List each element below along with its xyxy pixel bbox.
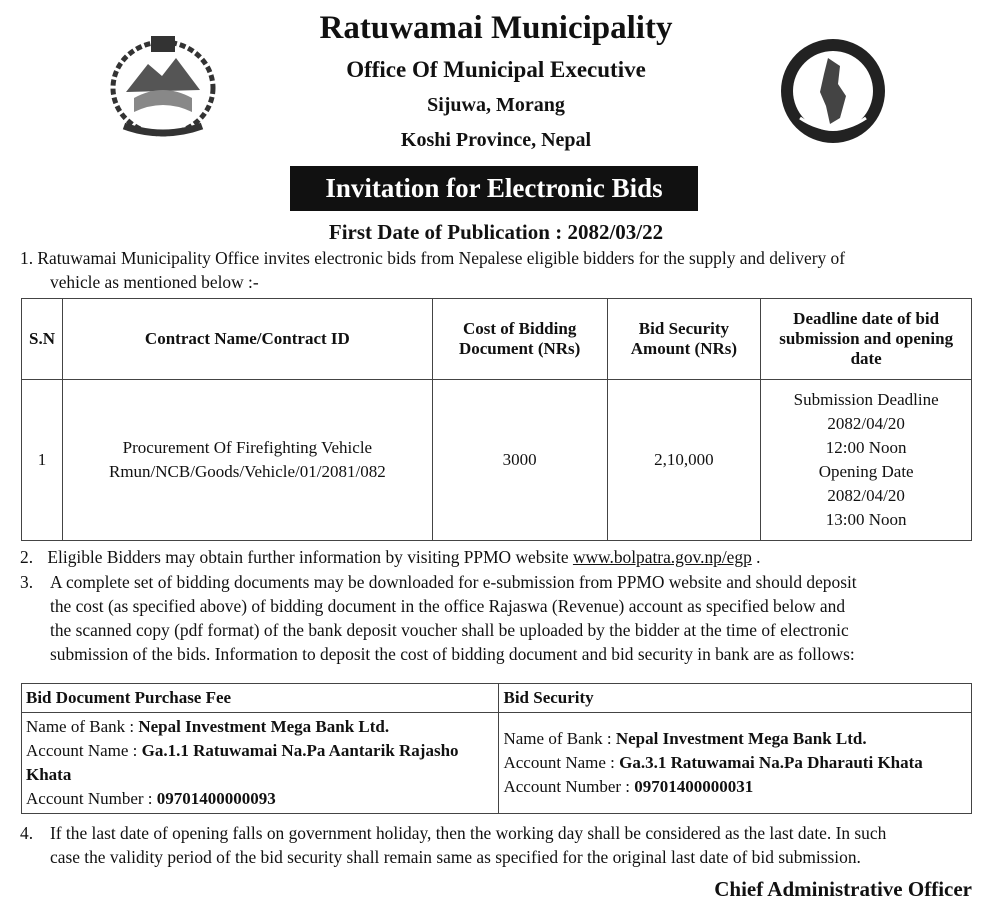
bank-table-row bbox=[22, 713, 972, 814]
account-number: 09701400000093 bbox=[156, 789, 276, 808]
nepal-coat-of-arms-icon bbox=[104, 32, 222, 140]
municipality-title: Ratuwamai Municipality bbox=[319, 10, 673, 46]
paragraph-3-line-3: the scanned copy (pdf format) of the bank deposit voucher shall be uploaded by the bidder at the time of electronic bbox=[50, 620, 849, 640]
bank-cell-purchase-fee bbox=[22, 713, 499, 814]
paragraph-2-number: 2. bbox=[20, 547, 34, 567]
cell-sn: 1 bbox=[22, 380, 63, 541]
paragraph-2-text: Eligible Bidders may obtain further information by visiting PPMO website bbox=[47, 547, 573, 567]
paragraph-1-line-1: 1. Ratuwamai Municipality Office invites electronic bids from Nepalese eligible bidders for the supply and delivery of bbox=[20, 248, 846, 268]
paragraph-3-number: 3. bbox=[20, 572, 34, 592]
header-security: Bid Security Amount (NRs) bbox=[607, 299, 761, 380]
bank-header-purchase-fee: Bid Document Purchase Fee bbox=[22, 684, 499, 713]
header-contract: Contract Name/Contract ID bbox=[62, 299, 432, 380]
bid-table-header-row bbox=[22, 299, 972, 380]
bank-name: Nepal Investment Mega Bank Ltd. bbox=[138, 717, 390, 736]
paragraph-3-line-4: submission of the bids. Information to deposit the cost of bidding document and bid security in bank are as follows: bbox=[50, 644, 855, 664]
signatory: Chief Administrative Officer bbox=[714, 877, 972, 901]
bank-table-header-row bbox=[22, 684, 972, 713]
paragraph-3-line-2: the cost (as specified above) of bidding document in the office Rajaswa (Revenue) account as specified below and bbox=[50, 596, 846, 616]
paragraph-2 bbox=[20, 545, 980, 569]
cell-security: 2,10,000 bbox=[607, 380, 761, 541]
header-deadline: Deadline date of bid submission and opening date bbox=[761, 299, 972, 380]
account-number-label: Account Number : bbox=[26, 789, 157, 808]
account-number: 09701400000031 bbox=[634, 777, 754, 796]
account-name: Ga.1.1 Ratuwamai Na.Pa Aantarik Rajasho Khata bbox=[26, 741, 459, 784]
paragraph-3 bbox=[20, 570, 980, 666]
bank-table bbox=[21, 683, 972, 814]
notice-banner: Invitation for Electronic Bids bbox=[290, 166, 698, 211]
header-sn: S.N bbox=[22, 299, 63, 380]
account-number-label: Account Number : bbox=[503, 777, 635, 796]
opening-date: 2082/04/20 bbox=[827, 486, 905, 505]
bank-cell-bid-security bbox=[499, 713, 972, 814]
office-location: Sijuwa, Morang bbox=[427, 94, 565, 116]
office-province: Koshi Province, Nepal bbox=[400, 129, 592, 151]
account-name-label: Account Name : bbox=[503, 753, 620, 772]
submission-date: 2082/04/20 bbox=[827, 414, 905, 433]
cell-deadline bbox=[761, 380, 972, 541]
bid-table bbox=[21, 298, 972, 541]
paragraph-2-end: . bbox=[751, 547, 761, 567]
paragraph-4-number: 4. bbox=[20, 823, 34, 843]
paragraph-1-line-2: vehicle as mentioned below :- bbox=[50, 272, 259, 292]
cell-contract bbox=[62, 380, 432, 541]
ppmo-link[interactable]: www.bolpatra.gov.np/egp bbox=[572, 547, 752, 567]
contract-name: Procurement Of Firefighting Vehicle bbox=[122, 438, 373, 457]
cell-cost: 3000 bbox=[432, 380, 607, 541]
bank-name: Nepal Investment Mega Bank Ltd. bbox=[615, 729, 867, 748]
account-name-label: Account Name : bbox=[26, 741, 142, 760]
office-name: Office Of Municipal Executive bbox=[346, 57, 646, 82]
opening-time: 13:00 Noon bbox=[825, 510, 907, 529]
submission-time: 12:00 Noon bbox=[825, 438, 907, 457]
bank-name-label: Name of Bank : bbox=[26, 717, 139, 736]
header-cost: Cost of Bidding Document (NRs) bbox=[432, 299, 607, 380]
paragraph-4-line-2: case the validity period of the bid security shall remain same as specified for the original last date of bid submission. bbox=[50, 847, 861, 867]
account-name: Ga.3.1 Ratuwamai Na.Pa Dharauti Khata bbox=[619, 753, 923, 772]
opening-label: Opening Date bbox=[818, 462, 914, 481]
contract-id: Rmun/NCB/Goods/Vehicle/01/2081/082 bbox=[109, 462, 386, 481]
paragraph-4-line-1: If the last date of opening falls on government holiday, then the working day shall be considered as the last date. In such bbox=[50, 823, 887, 843]
paragraph-4 bbox=[20, 821, 980, 869]
publication-date: First Date of Publication : 2082/03/22 bbox=[328, 220, 664, 244]
paragraph-1 bbox=[20, 246, 980, 294]
paragraph-3-line-1: A complete set of bidding documents may be downloaded for e-submission from PPMO website and should deposit bbox=[50, 572, 857, 592]
table-row bbox=[22, 380, 972, 541]
submission-label: Submission Deadline bbox=[793, 390, 939, 409]
bank-header-bid-security: Bid Security bbox=[499, 684, 972, 713]
bank-name-label: Name of Bank : bbox=[503, 729, 616, 748]
